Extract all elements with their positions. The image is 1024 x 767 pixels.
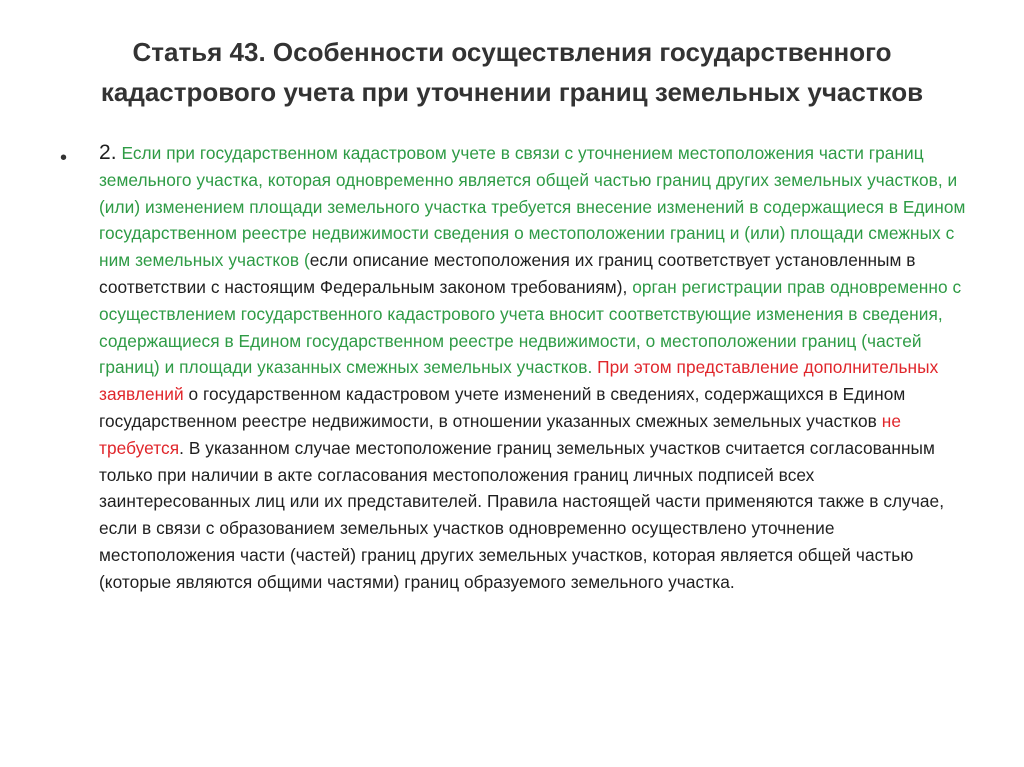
text-segment-black-3: . В указанном случае местоположение границ земельных участков считается согласованным только при наличии в акте согласования местоположения границ личных подписей всех заинтересованных лиц или их представителей. Правила настоящей части применяются также в случае, если в связи с образованием земельных участков одновременно осуществлено уточнение местоположения части (частей) границ других земельных участков, которая является общей частью (которые являются общими частями) границ образуемого земельного участка. (99, 437, 945, 592)
slide-title (60, 32, 964, 112)
text-segment-red-2: не требуется (99, 410, 902, 458)
text-segment-red-1: При этом представление дополнительных заявлений (99, 357, 939, 405)
paragraph-number: 2. (99, 141, 117, 164)
text-segment-black-1: если описание местоположения их границ соответствует установленным в соответствии с настоящим Федеральным законом требованиям), (99, 250, 916, 297)
text-segment-green-1: Если при государственном кадастровом учете в связи с уточнением местоположения части границ земельного участка, которая одновременно является общей частью границ других земельных участков, и (или) изменением площади земельного участка требуется внесение изменений в содержащиеся в Едином государственном реестре недвижимости сведения о местоположении границ и (или) площади смежных с ним земельных участков ( (99, 143, 966, 271)
bullet-marker: • (60, 147, 68, 169)
title-line-2: кадастрового учета при уточнении границ земельных участков (100, 77, 924, 107)
text-segment-black-2: о государственном кадастровом учете изменений в сведениях, содержащихся в Едином государственном реестре недвижимости, в отношении указанных смежных земельных участков (99, 384, 906, 431)
title-line-1: Статья 43. Особенности осуществления государственного (132, 37, 892, 67)
text-segment-green-2: орган регистрации прав одновременно с осуществлением государственного кадастрового учета вносит соответствующие изменения в сведения, содержащиеся в Едином государственном реестре недвижимости, о местоположении границ (частей границ) и площади указанных смежных земельных участков. (99, 276, 962, 378)
article-paragraph (99, 140, 969, 596)
